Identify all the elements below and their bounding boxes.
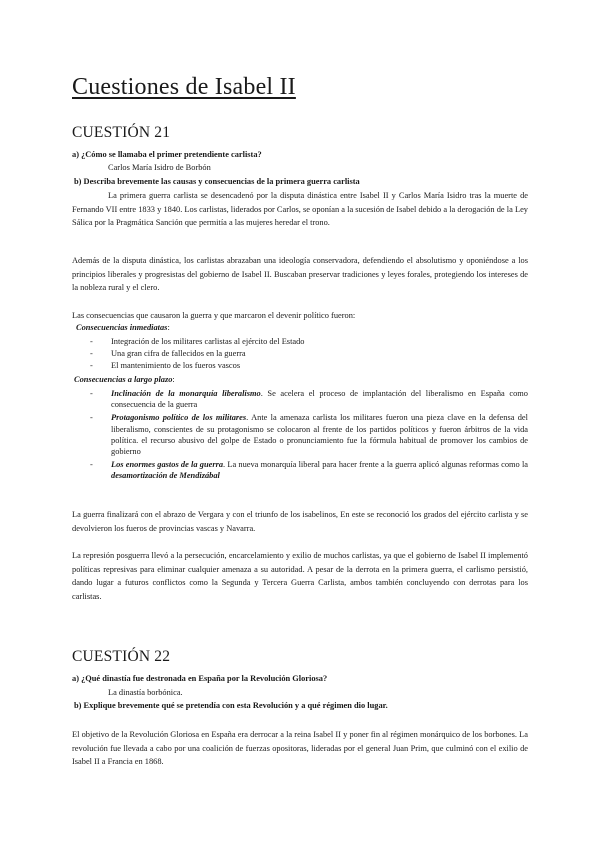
- list-item-lead: Inclinación de la monarquía liberalismo: [111, 389, 261, 398]
- paragraph-21-ideology: Además de la disputa dinástica, los carlistas abrazaban una ideología conservadora, defendiendo el absolutismo y oponiéndose a los principios liberales y progresistas del gobierno de Isabel II. Buscaban preservar tradiciones y leyes forales, protegiendo los intereses de la nobleza rural y el clero.: [72, 256, 528, 292]
- subheading-immediate-colon: :: [167, 323, 170, 332]
- list-item: - Integración de los militares carlistas al ejército del Estado: [90, 337, 305, 346]
- list-item-text: Integración de los militares carlistas al ejército del Estado: [111, 337, 305, 346]
- answer-21a: Carlos María Isidro de Borbón: [108, 163, 211, 172]
- list-item: - Protagonismo político de los militares. Ante la amenaza carlista los militares fueron una pieza clave en la defensa del liberalismo, conscientes de su protagonismo se colocaron al frente de los partidos políticos y fueron árbitros de la vida política. el recurso abusivo del golpe de Estado o pronunciamiento fue la fórmula habitual de promover los cambios de gobierno: [90, 413, 528, 457]
- question-21-heading: CUESTIÓN 21: [72, 124, 171, 141]
- subheading-long-term-label: Consecuencias a largo plazo: [74, 375, 173, 384]
- immediate-consequences-list: [0, 336, 304, 373]
- list-item-text: . La nueva monarquía liberal para hacer frente a la guerra aplicó algunas reformas como la: [223, 460, 528, 470]
- question-21a: a) ¿Cómo se llamaba el primer pretendiente carlista?: [72, 150, 262, 159]
- list-item-text: . Ante la amenaza carlista los militares fueron una pieza clave en la defensa del liberalismo, conscientes de su protagonismo se colocaron al frente de los partidos políticos y fueron árbitros de la vida política. el recurso abusivo del golpe de Estado o pronunciamiento fue la fórmula habitual de promover los cambios de gobierno: [111, 413, 528, 457]
- paragraph-22-revolution: El objetivo de la Revolución Gloriosa en España era derrocar a la reina Isabel II y poner fin al régimen monárquico de los borbones. La revolución fue llevada a cabo por una coalición de fuerzas opositoras, lideradas por el general Juan Prim, que culminó con el exilio de Isabel II a Francia en 1868.: [72, 730, 528, 766]
- paragraph-21-causes: La primera guerra carlista se desencadenó por la disputa dinástica entre Isabel II y Carlos María Isidro tras la muerte de Fernando VII entre 1833 y 1840. Los carlistas, liderados por Carlos, se oponían a la sucesión de Isabel debido a la derogación de la Ley Sálica por la Pragmática Sanción que permitía a las mujeres heredar el trono.: [72, 191, 528, 227]
- paragraph-21-repression: La represión posguerra llevó a la persecución, encarcelamiento y exilio de muchos carlistas, ya que el gobierno de Isabel II implementó políticas represivas para eliminar cualquier amenaza a su autoridad. A pesar de la derrota en la primera guerra, el carlismo persistió, dando lugar a futuros conflictos como la Segunda y Tercera Guerra Carlista, ambos también concluyendo con derrotas para los carlistas.: [72, 551, 528, 601]
- paragraph-21-vergara: La guerra finalizará con el abrazo de Vergara y con el triunfo de los isabelinos, En este se reconoció los grados del ejército carlista y se devolvieron los fueros de provincias vascas y Navarra.: [72, 510, 528, 533]
- list-item-text: Una gran cifra de fallecidos en la guerra: [111, 349, 246, 359]
- list-item: - Los enormes gastos de la guerra. La nueva monarquía liberal para hacer frente a la guerra aplicó algunas reformas como la desamortización de Mendizábal: [90, 460, 528, 481]
- list-item-lead: Protagonismo político de los militares: [111, 413, 247, 423]
- list-item: - Una gran cifra de fallecidos en la guerra: [90, 349, 246, 359]
- list-item-text: . Se acelera el proceso de implantación del liberalismo en España como consecuencia de la guerra: [111, 389, 528, 410]
- paragraph-21-consequences-intro: Las consecuencias que causaron la guerra y que marcaron el devenir político fueron:: [72, 311, 356, 320]
- list-item: - Inclinación de la monarquía liberalismo. Se acelera el proceso de implantación del liberalismo en España como consecuencia de la guerra: [90, 389, 528, 410]
- list-item-emphasis: desamortización de Mendizábal: [111, 471, 220, 481]
- subheading-immediate-label: Consecuencias inmediatas: [76, 323, 168, 332]
- subheading-immediate-consequences: [76, 323, 170, 332]
- answer-22a: La dinastía borbónica.: [108, 688, 183, 697]
- list-item-text: El mantenimiento de los fueros vascos: [111, 361, 241, 371]
- question-22b: b) Explique brevemente qué se pretendía con esta Revolución y a qué régimen dio lugar.: [74, 701, 388, 710]
- subheading-long-term-consequences: [74, 375, 175, 384]
- subheading-long-term-colon: :: [172, 375, 175, 384]
- long-term-consequences-list: [0, 388, 528, 482]
- list-item: - El mantenimiento de los fueros vascos: [90, 361, 241, 371]
- document-title: Cuestiones de Isabel II: [72, 74, 296, 100]
- list-item-lead: Los enormes gastos de la guerra: [111, 460, 224, 470]
- question-22-heading: CUESTIÓN 22: [72, 648, 171, 665]
- question-21b: b) Describa brevemente las causas y consecuencias de la primera guerra carlista: [74, 177, 360, 186]
- question-22a: a) ¿Qué dinastía fue destronada en España por la Revolución Gloriosa?: [72, 674, 328, 683]
